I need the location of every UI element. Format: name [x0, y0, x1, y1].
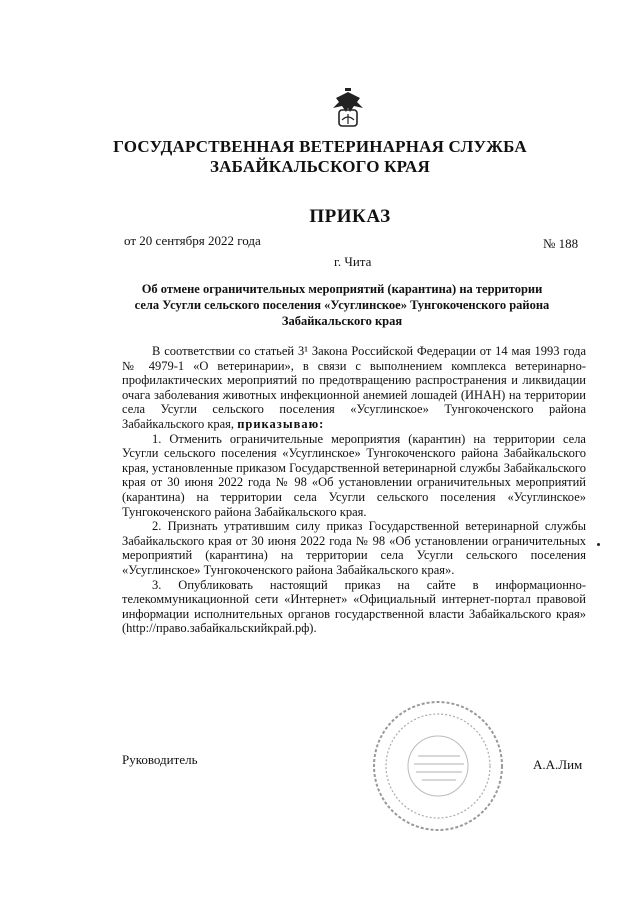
zabaikalsky-coat-of-arms-icon	[330, 88, 366, 132]
order-item-3: 3. Опубликовать настоящий приказ на сайте в информационно-телекоммуникационной сети «Интернет» «Официальный интернет-портал правовой информации исполнительных органов государственной власти Забайкальского края» (http://право.забайкальскийкрай.рф).	[122, 577, 586, 636]
preamble-text: В соответствии со статьей 3¹ Закона Российской Федерации от 14 мая 1993 года № 4979-1 «О ветеринарии», в связи с выполнением комплекса ветеринарно-профилактических мероприятий по предотвращению распространения и ликвидации очага заболевания животных инфекционной анемией лошадей (ИНАН) на территории села Усугли сельского поселения «Усуглинское» Тунгокоченского района Забайкальского края,	[122, 344, 586, 431]
document-number: № 188	[543, 236, 579, 251]
order-item-2: 2. Признать утратившим силу приказ Государственной ветеринарной службы Забайкальского края от 30 июня 2022 года № 98 «Об установлении ограничительных мероприятий (карантина) на территории села Усугли сельского поселения «Усуглинское» Тунгокоченского района Забайкальского края».	[122, 519, 586, 577]
signatory-role: Руководитель	[122, 752, 198, 767]
official-stamp-icon	[370, 698, 506, 834]
ink-dot	[597, 543, 600, 546]
signatory-name: А.А.Лим	[533, 757, 583, 772]
preamble-paragraph	[122, 344, 586, 432]
document-city: г. Чита	[334, 254, 372, 269]
document-subject: Об отмене ограничительных мероприятий (карантина) на территории села Усугли сельского поселения «Усуглинское» Тунгокоченского района Забайкальского края	[134, 282, 550, 328]
document-body	[122, 344, 586, 636]
agency-name-line-2: ЗАБАЙКАЛЬСКОГО КРАЯ	[209, 157, 430, 176]
agency-name-line-1: ГОСУДАРСТВЕННАЯ ВЕТЕРИНАРНАЯ СЛУЖБА	[113, 137, 527, 156]
decree-word: приказываю:	[237, 416, 325, 431]
order-item-1: 1. Отменить ограничительные мероприятия (карантин) на территории села Усугли сельского поселения «Усуглинское» Тунгокоченского района Забайкальского края, установленные приказом Государственной ветеринарной службы Забайкальского края от 30 июня 2022 года № 98 «Об установлении ограничительных мероприятий (карантина) на территории села Усугли сельского поселения «Усуглинское» Тунгокоченского района Забайкальского края.	[122, 431, 586, 519]
document-date: от 20 сентября 2022 года	[124, 233, 261, 248]
document-type: ПРИКАЗ	[309, 206, 391, 227]
